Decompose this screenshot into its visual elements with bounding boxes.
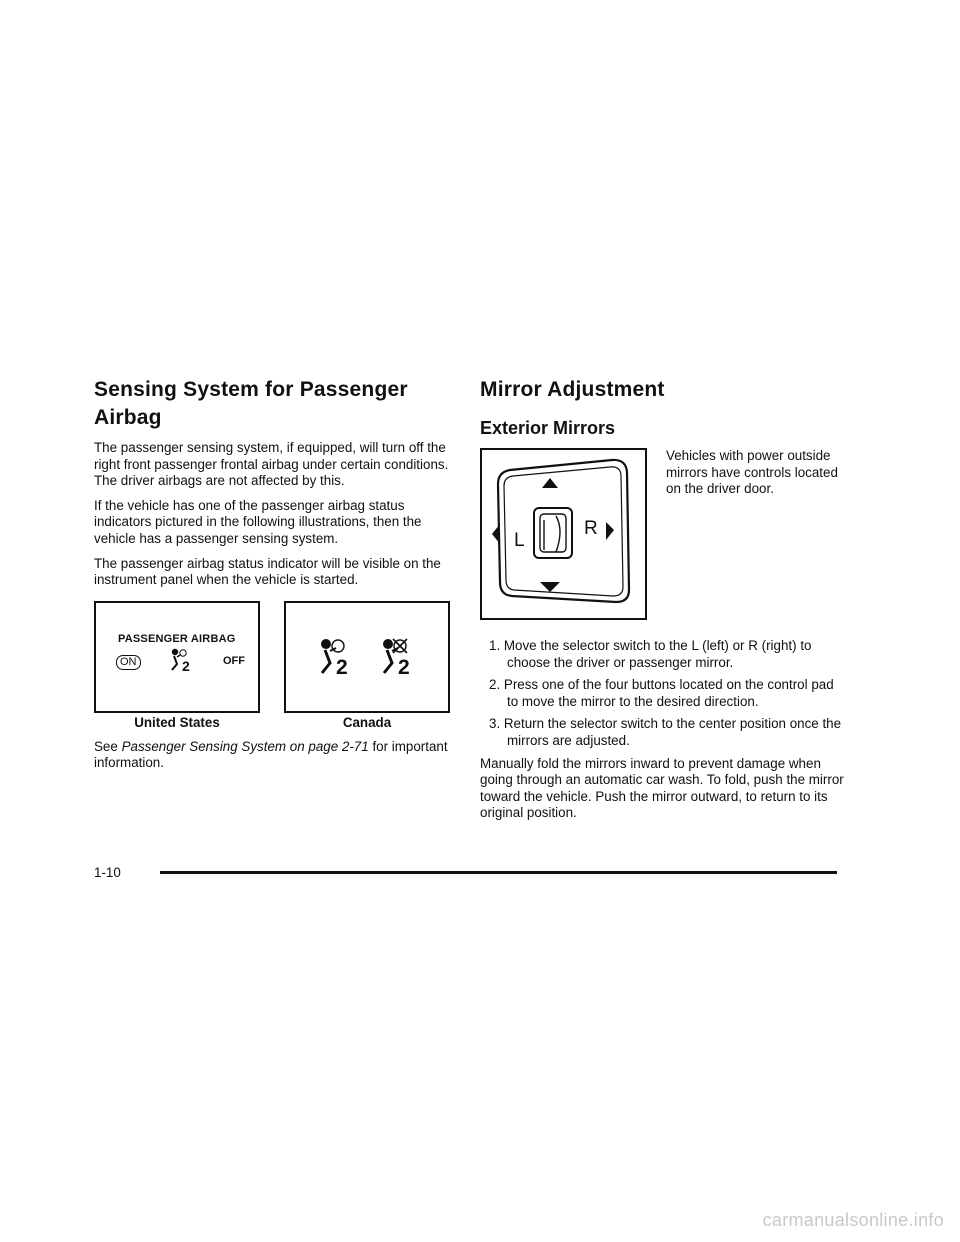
mirror-intro-text: Vehicles with power outside mirrors have controls located on the driver door. <box>666 448 838 497</box>
list-item: 3. Return the selector switch to the center position once the mirrors are adjusted. <box>489 716 842 748</box>
left-column <box>94 376 456 772</box>
canada-indicator-figure <box>284 601 450 713</box>
right-column <box>480 376 845 830</box>
list-item: 2. Press one of the four buttons located on the control pad to move the mirror to the desired direction. <box>489 677 834 709</box>
subheading-exterior-mirrors: Exterior Mirrors <box>480 418 616 438</box>
us-figure-caption: United States <box>134 714 220 730</box>
svg-text:2: 2 <box>182 657 190 673</box>
section-heading-passenger-airbag: Sensing System for Passenger Airbag <box>94 378 408 429</box>
paragraph-indicator-visible: The passenger airbag status indicator will be visible on the instrument panel when the vehicle is started. <box>94 555 441 588</box>
list-item: 1. Move the selector switch to the L (left) or R (right) to choose the driver or passenger mirror. <box>489 638 812 670</box>
airbag-on-icon <box>316 637 360 677</box>
footer-rule <box>160 871 837 874</box>
mirror-right-label: R <box>584 518 598 539</box>
see-suffix: for important information. <box>94 738 448 771</box>
paragraph-status-indicators: If the vehicle has one of the passenger airbag status indicators pictured in the following illustrations, then the vehicle has a passenger sensing system. <box>94 497 422 546</box>
svg-text:2: 2 <box>398 655 410 677</box>
watermark: carmanualsonline.info <box>762 1210 944 1230</box>
paragraph-sensing-intro: The passenger sensing system, if equipped, will turn off the right front passenger frontal airbag under certain conditions. The driver airbags are not affected by this. <box>94 440 449 489</box>
section-heading-mirror-adjustment: Mirror Adjustment <box>480 378 665 401</box>
canada-figure-caption: Canada <box>342 714 392 730</box>
us-indicator-figure <box>94 601 260 713</box>
us-indicator-title: PASSENGER AIRBAG <box>118 632 236 645</box>
airbag-off-icon <box>378 637 422 677</box>
us-indicator-on-label: ON <box>116 655 141 670</box>
see-prefix: See <box>94 738 118 754</box>
mirror-control-figure <box>480 448 647 620</box>
mirror-steps-list <box>480 638 845 750</box>
mirror-figure-row <box>480 448 845 624</box>
svg-text:2: 2 <box>336 655 348 677</box>
paragraph-fold-mirrors: Manually fold the mirrors inward to prevent damage when going through an automatic car wash. To fold, push the mirror toward the vehicle. Push the mirror outward, to return to its original position. <box>480 755 844 821</box>
passenger-sensing-system-link[interactable]: Passenger Sensing System on page 2-71 <box>121 738 369 754</box>
mirror-control-pad-icon <box>482 450 645 618</box>
mirror-left-label: L <box>514 530 525 551</box>
airbag-indicator-figures <box>94 601 456 731</box>
us-indicator-off-label: OFF <box>223 654 245 667</box>
see-reference <box>94 739 456 772</box>
page-number: 1-10 <box>94 865 121 880</box>
passenger-airbag-icon <box>168 647 196 673</box>
